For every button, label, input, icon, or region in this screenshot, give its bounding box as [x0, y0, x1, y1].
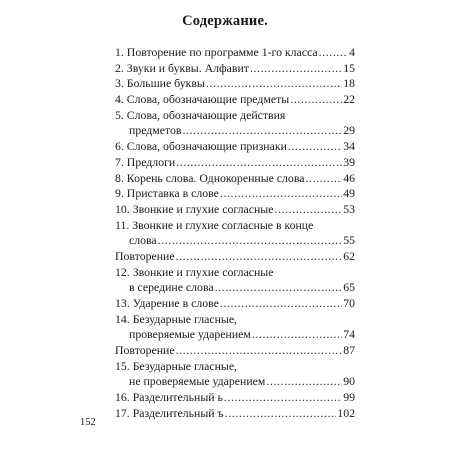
toc-entry-page: 22 — [343, 92, 355, 107]
dot-leader — [290, 92, 342, 108]
toc-entry-page: 90 — [343, 374, 355, 389]
toc-entry — [115, 249, 355, 265]
table-of-contents — [115, 45, 355, 422]
toc-entry-page: 15 — [343, 60, 355, 75]
dot-leader — [288, 139, 342, 155]
toc-entry-page: 70 — [343, 296, 355, 310]
dot-leader — [225, 406, 337, 422]
page-title: Содержание. — [182, 13, 268, 29]
toc-entry — [115, 139, 355, 155]
dot-leader — [206, 76, 342, 92]
toc-entry-title: 6. Слова, обозначающие признаки — [115, 139, 287, 154]
toc-entry-page: 4 — [349, 45, 355, 59]
toc-entry-page: 39 — [343, 154, 355, 169]
toc-entry-title: 3. Большие буквы — [115, 76, 205, 91]
toc-entry — [115, 186, 355, 202]
toc-entry — [115, 218, 355, 249]
toc-entry-title: 16. Разделительный ь — [115, 390, 223, 405]
toc-entry-page: 74 — [343, 327, 355, 342]
toc-entry-page: 55 — [343, 233, 355, 248]
dot-leader — [250, 61, 342, 77]
dot-leader — [220, 296, 342, 312]
toc-entry-page: 18 — [343, 76, 355, 91]
toc-entry-title: не проверяемые ударением — [129, 374, 266, 389]
dot-leader — [176, 155, 342, 171]
dot-leader — [215, 280, 343, 296]
page-number: 152 — [80, 417, 96, 428]
dot-leader — [182, 123, 342, 139]
toc-entry-title: слова — [129, 233, 157, 248]
toc-entry — [115, 155, 355, 171]
toc-entry-title: 4. Слова, обозначающие предметы — [115, 92, 290, 107]
toc-entry-title: 9. Приставка в слове — [115, 186, 219, 201]
toc-entry — [115, 390, 355, 406]
toc-entry-page: 87 — [343, 343, 355, 358]
dot-leader — [266, 374, 342, 390]
dot-leader — [252, 327, 342, 343]
toc-entry-page: 29 — [343, 123, 355, 138]
toc-entry-title: 10. Звонкие и глухие согласные — [115, 201, 274, 216]
toc-entry-title: Повторение — [115, 343, 175, 358]
toc-entry — [115, 61, 355, 77]
dot-leader — [176, 249, 343, 265]
toc-entry-title: 8. Корень слова. Однокоренные слова — [115, 170, 305, 185]
toc-entry — [115, 343, 355, 359]
toc-entry-title: Повторение — [115, 248, 175, 263]
toc-entry-page: 99 — [343, 390, 355, 405]
toc-entry-page: 62 — [343, 248, 355, 263]
toc-entry — [115, 171, 355, 187]
dot-leader — [224, 390, 342, 406]
toc-entry — [115, 92, 355, 108]
toc-entry — [115, 45, 355, 61]
toc-entry-title: 12. Звонкие и глухие согласные — [115, 264, 274, 279]
toc-entry — [115, 265, 355, 296]
toc-entry-title: 7. Предлоги — [115, 154, 176, 169]
toc-entry-page: 53 — [343, 201, 355, 216]
toc-entry-title: 17. Разделительный ъ — [115, 405, 224, 420]
dot-leader — [274, 202, 342, 218]
dot-leader — [319, 45, 348, 61]
toc-entry-title: в середине слова — [129, 280, 214, 295]
toc-entry-page: 65 — [343, 280, 355, 295]
dot-leader — [158, 233, 343, 249]
toc-entry-title: 2. Звуки и буквы. Алфавит — [115, 60, 249, 75]
dot-leader — [176, 343, 343, 359]
toc-entry — [115, 406, 355, 422]
toc-entry-page: 34 — [343, 139, 355, 154]
toc-entry-title: 15. Безударные гласные, — [115, 358, 238, 373]
toc-entry-title: 11. Звонкие и глухие согласные в конце — [115, 217, 314, 232]
toc-entry — [115, 108, 355, 139]
toc-entry-title: 14. Безударные гласные, — [115, 311, 238, 326]
toc-entry-title: предметов — [129, 123, 182, 138]
toc-entry — [115, 359, 355, 390]
toc-entry — [115, 76, 355, 92]
toc-entry — [115, 296, 355, 312]
dot-leader — [305, 171, 342, 187]
toc-entry-page: 102 — [337, 405, 355, 420]
toc-entry — [115, 202, 355, 218]
toc-entry-title: 13. Ударение в слове — [115, 296, 219, 310]
toc-entry-title: проверяемые ударением — [129, 327, 251, 342]
dot-leader — [220, 186, 342, 202]
toc-entry-page: 49 — [343, 186, 355, 201]
toc-entry — [115, 312, 355, 343]
toc-entry-title: 1. Повторение по программе 1-го класса — [115, 45, 318, 59]
toc-entry-title: 5. Слова, обозначающие действия — [115, 107, 286, 122]
toc-entry-page: 46 — [343, 170, 355, 185]
